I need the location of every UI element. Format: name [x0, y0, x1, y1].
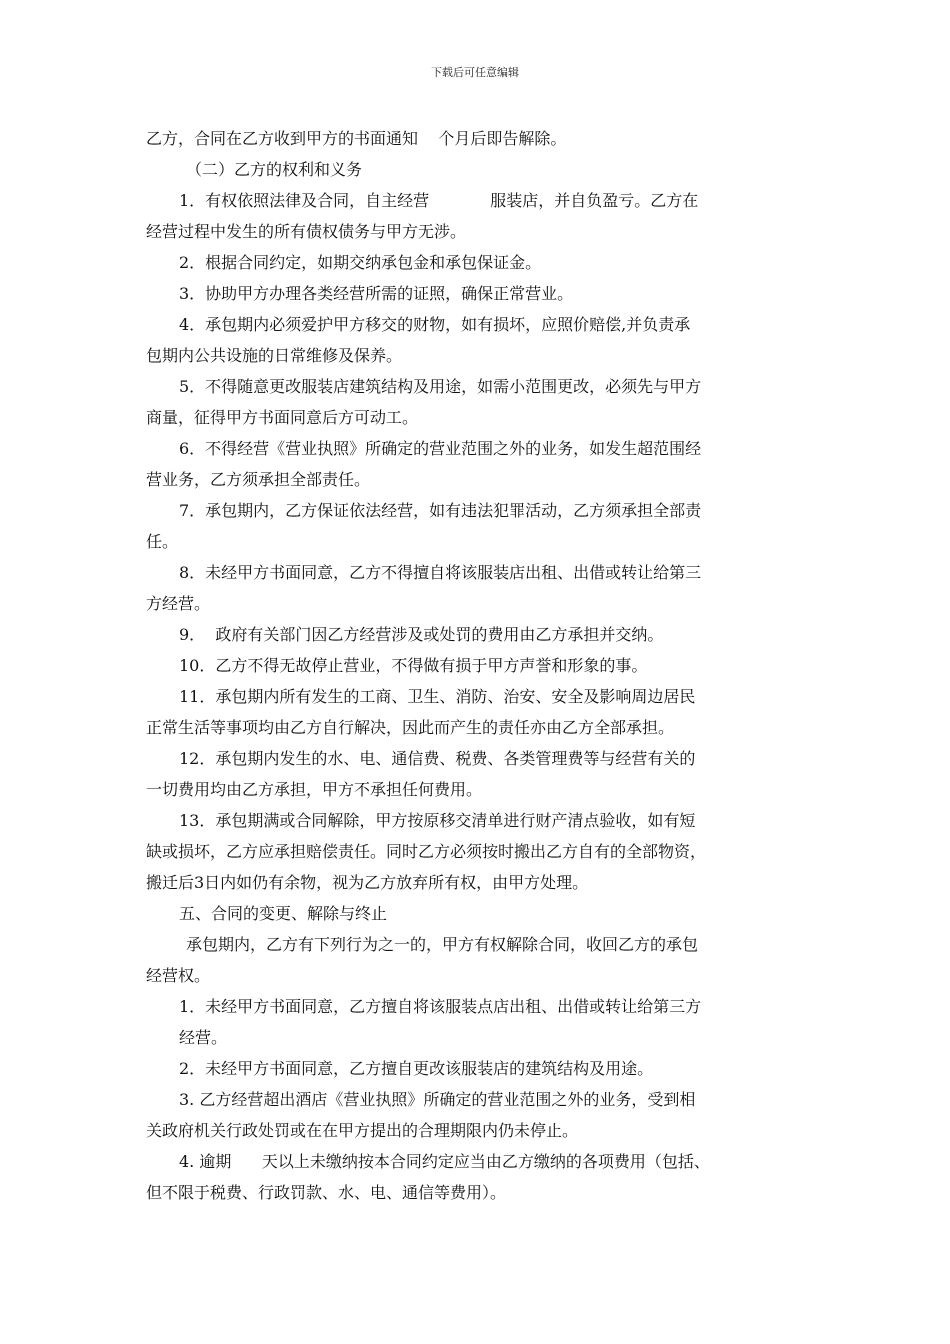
text-line: 4. 逾期 天以上未缴纳按本合同约定应当由乙方缴纳的各项费用（包括、 [179, 1152, 710, 1171]
text-line: 营业务，乙方须承担全部责任。 [146, 470, 371, 489]
text-line: 1．未经甲方书面同意，乙方擅自将该服装点店出租、出借或转让给第三方 [179, 997, 702, 1016]
text-line: 搬迁后3日内如仍有余物，视为乙方放弃所有权，由甲方处理。 [146, 873, 589, 892]
text-line: 4．承包期内必须爱护甲方移交的财物，如有损坏，应照价赔偿,并负责承 [179, 315, 691, 334]
text-line: 2．根据合同约定，如期交纳承包金和承包保证金。 [179, 253, 542, 272]
text-line: 五、合同的变更、解除与终止 [179, 904, 388, 923]
page-header: 下载后可任意编辑 [431, 66, 519, 79]
text-line: 11．承包期内所有发生的工商、卫生、消防、治安、安全及影响周边居民 [179, 687, 696, 706]
text-line: 6．不得经营《营业执照》所确定的营业范围之外的业务，如发生超范围经 [179, 439, 702, 458]
text-line: 5．不得随意更改服装店建筑结构及用途，如需小范围更改，必须先与甲方 [179, 377, 702, 396]
text-line: 正常生活等事项均由乙方自行解决，因此而产生的责任亦由乙方全部承担。 [146, 718, 675, 737]
text-line: 2．未经甲方书面同意，乙方擅自更改该服装店的建筑结构及用途。 [179, 1059, 654, 1078]
text-line: 7．承包期内，乙方保证依法经营，如有违法犯罪活动，乙方须承担全部责 [179, 501, 702, 520]
text-line: 方经营。 [146, 594, 211, 613]
text-line: 承包期内，乙方有下列行为之一的，甲方有权解除合同，收回乙方的承包 [186, 935, 699, 954]
text-line: 8．未经甲方书面同意，乙方不得擅自将该服装店出租、出借或转让给第三 [179, 563, 702, 582]
text-line: 12．承包期内发生的水、电、通信费、税费、各类管理费等与经营有关的 [179, 749, 696, 768]
text-line: 经营权。 [146, 966, 211, 985]
text-line: 商量，征得甲方书面同意后方可动工。 [146, 408, 419, 427]
text-line: 13．承包期满或合同解除，甲方按原移交清单进行财产清点验收，如有短 [179, 811, 696, 830]
text-line: 经营过程中发生的所有债权债务与甲方无涉。 [146, 222, 467, 241]
text-line: 乙方，合同在乙方收到甲方的书面通知 个月后即告解除。 [146, 129, 567, 148]
text-line: 10．乙方不得无故停止营业，不得做有损于甲方声誉和形象的事。 [179, 656, 648, 675]
text-line: （二）乙方的权利和义务 [186, 160, 363, 179]
text-line: 关政府机关行政处罚或在在甲方提出的合理期限内仍未停止。 [146, 1121, 579, 1140]
text-line: 一切费用均由乙方承担，甲方不承担任何费用。 [146, 780, 483, 799]
text-line: 任。 [146, 532, 179, 551]
document-body [146, 123, 808, 1208]
text-line: 3. 乙方经营超出酒店《营业执照》所确定的营业范围之外的业务，受到相 [179, 1090, 696, 1109]
text-line: 9． 政府有关部门因乙方经营涉及或处罚的费用由乙方承担并交纳。 [179, 625, 664, 644]
text-line: 缺或损坏，乙方应承担赔偿责任。同时乙方必须按时搬出乙方自有的全部物资， [146, 842, 707, 861]
text-line: 包期内公共设施的日常维修及保养。 [146, 346, 403, 365]
text-line: 经营。 [179, 1028, 228, 1047]
text-line: 但不限于税费、行政罚款、水、电、通信等费用）。 [146, 1183, 507, 1202]
text-line: 3．协助甲方办理各类经营所需的证照，确保正常营业。 [179, 284, 574, 303]
text-line: 1．有权依照法律及合同，自主经营 服装店，并自负盈亏。乙方在 [179, 191, 699, 210]
